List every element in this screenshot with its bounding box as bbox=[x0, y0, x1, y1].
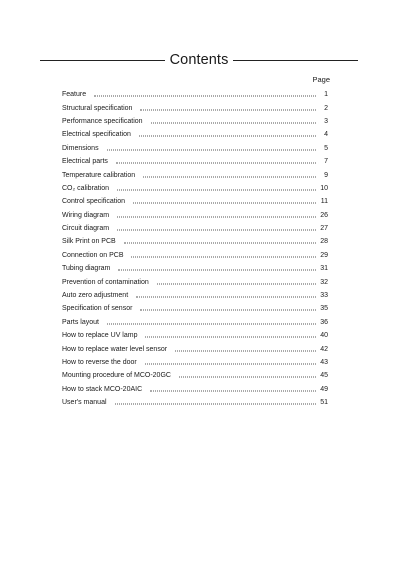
toc-entry-page-number: 1 bbox=[324, 91, 328, 99]
toc-entry-label: CO₂ calibration bbox=[62, 184, 110, 192]
toc-entry[interactable] bbox=[62, 316, 328, 329]
toc-entry[interactable] bbox=[62, 155, 328, 168]
toc-entry-page-number: 45 bbox=[320, 372, 328, 380]
toc-entry[interactable] bbox=[62, 235, 328, 248]
toc-entry[interactable] bbox=[62, 101, 328, 114]
toc-entry[interactable] bbox=[62, 115, 328, 128]
toc-entry[interactable] bbox=[62, 182, 328, 195]
dot-leader bbox=[131, 256, 316, 257]
toc-entry-label: Mounting procedure of MCO-20GC bbox=[62, 372, 171, 380]
toc-entry[interactable] bbox=[62, 262, 328, 275]
toc-entry-page-number: 26 bbox=[320, 211, 328, 219]
page-title: Contents bbox=[169, 52, 229, 68]
toc-entry[interactable] bbox=[62, 289, 328, 302]
toc-entry-page-number: 43 bbox=[320, 359, 328, 366]
dot-leader bbox=[116, 163, 316, 164]
toc-entry-label: Specification of sensor bbox=[62, 305, 133, 313]
dot-leader bbox=[175, 350, 316, 351]
dot-leader bbox=[94, 96, 316, 97]
toc-list bbox=[62, 88, 328, 409]
toc-entry-label: Control specification bbox=[62, 198, 126, 206]
dot-leader bbox=[117, 189, 316, 190]
toc-entry-page-number: 31 bbox=[320, 265, 328, 273]
toc-entry[interactable] bbox=[62, 302, 328, 315]
toc-entry-label: Dimensions bbox=[62, 144, 99, 152]
toc-entry-page-number: 35 bbox=[320, 305, 328, 313]
toc-entry-page-number: 10 bbox=[320, 184, 328, 192]
dot-leader bbox=[150, 390, 316, 391]
dot-leader bbox=[157, 283, 316, 284]
toc-entry-page-number: 27 bbox=[320, 225, 328, 233]
contents-heading bbox=[40, 51, 358, 69]
toc-entry-label: Electrical specification bbox=[62, 131, 131, 139]
toc-entry-label: Circuit diagram bbox=[62, 225, 110, 233]
toc-entry-page-number: 51 bbox=[320, 399, 328, 407]
dot-leader bbox=[140, 310, 316, 311]
toc-entry[interactable] bbox=[62, 222, 328, 235]
toc-entry[interactable] bbox=[62, 209, 328, 222]
dot-leader bbox=[143, 176, 316, 177]
dot-leader bbox=[117, 230, 316, 231]
toc-entry-label: Temperature calibration bbox=[62, 171, 136, 179]
toc-entry[interactable] bbox=[62, 249, 328, 262]
toc-entry-page-number: 5 bbox=[324, 144, 328, 152]
toc-entry-page-number: 9 bbox=[324, 171, 328, 179]
dot-leader bbox=[136, 297, 316, 298]
dot-leader bbox=[139, 136, 316, 137]
dot-leader bbox=[140, 109, 316, 110]
toc-entry-page-number: 33 bbox=[320, 292, 328, 300]
dot-leader bbox=[133, 203, 316, 204]
toc-entry[interactable] bbox=[62, 168, 328, 181]
toc-entry[interactable] bbox=[62, 142, 328, 155]
toc-entry[interactable] bbox=[62, 329, 328, 342]
toc-entry-page-number: 36 bbox=[320, 318, 328, 326]
toc-entry-page-number: 11 bbox=[320, 198, 328, 206]
toc-entry-label: How to replace water level sensor bbox=[62, 345, 168, 353]
toc-entry-label: How to stack MCO-20AIC bbox=[62, 385, 143, 393]
toc-entry-label: Prevention of contamination bbox=[62, 278, 149, 286]
toc-entry-page-number: 32 bbox=[320, 278, 328, 286]
toc-entry[interactable] bbox=[62, 369, 328, 382]
toc-entry-page-number: 29 bbox=[320, 251, 328, 259]
toc-entry-label: Performance specification bbox=[62, 117, 143, 125]
toc-entry-page-number: 3 bbox=[324, 117, 328, 125]
toc-entry-label: Auto zero adjustment bbox=[62, 292, 129, 300]
title-rule-right bbox=[233, 60, 358, 61]
toc-entry-label: Silk Print on PCB bbox=[62, 238, 116, 246]
toc-entry-page-number: 28 bbox=[320, 238, 328, 246]
toc-entry-page-number: 2 bbox=[324, 104, 328, 112]
toc-entry[interactable] bbox=[62, 88, 328, 101]
toc-entry[interactable] bbox=[62, 275, 328, 288]
toc-entry-label: Wiring diagram bbox=[62, 211, 110, 219]
toc-entry[interactable] bbox=[62, 195, 328, 208]
toc-entry-label: Tubing diagram bbox=[62, 265, 111, 273]
dot-leader bbox=[107, 149, 316, 150]
toc-entry-page-number: 49 bbox=[320, 385, 328, 393]
dot-leader bbox=[179, 377, 316, 378]
title-rule-left bbox=[40, 60, 165, 61]
page-column-header: Page bbox=[312, 75, 330, 84]
toc-entry[interactable] bbox=[62, 356, 328, 369]
toc-entry-page-number: 4 bbox=[324, 131, 328, 139]
dot-leader bbox=[145, 337, 316, 338]
toc-entry-label: How to reverse the door bbox=[62, 359, 137, 366]
toc-entry-page-number: 40 bbox=[320, 332, 328, 340]
dot-leader bbox=[117, 216, 316, 217]
dot-leader bbox=[124, 243, 316, 244]
toc-entry-label: How to replace UV lamp bbox=[62, 332, 138, 340]
toc-entry[interactable] bbox=[62, 396, 328, 409]
dot-leader bbox=[145, 364, 316, 365]
dot-leader bbox=[151, 122, 316, 123]
toc-entry-label: Parts layout bbox=[62, 318, 99, 326]
dot-leader bbox=[115, 404, 316, 405]
dot-leader bbox=[107, 323, 316, 324]
toc-entry[interactable] bbox=[62, 128, 328, 141]
toc-entry-page-number: 7 bbox=[324, 158, 328, 166]
toc-entry-label: Feature bbox=[62, 91, 87, 99]
toc-entry[interactable] bbox=[62, 383, 328, 396]
toc-entry-label: User's manual bbox=[62, 399, 107, 407]
toc-entry-label: Electrical parts bbox=[62, 158, 108, 166]
toc-entry-page-number: 42 bbox=[320, 345, 328, 353]
toc-entry-label: Connection on PCB bbox=[62, 251, 124, 259]
toc-entry[interactable] bbox=[62, 342, 328, 355]
dot-leader bbox=[118, 270, 316, 271]
toc-entry-label: Structural specification bbox=[62, 104, 133, 112]
